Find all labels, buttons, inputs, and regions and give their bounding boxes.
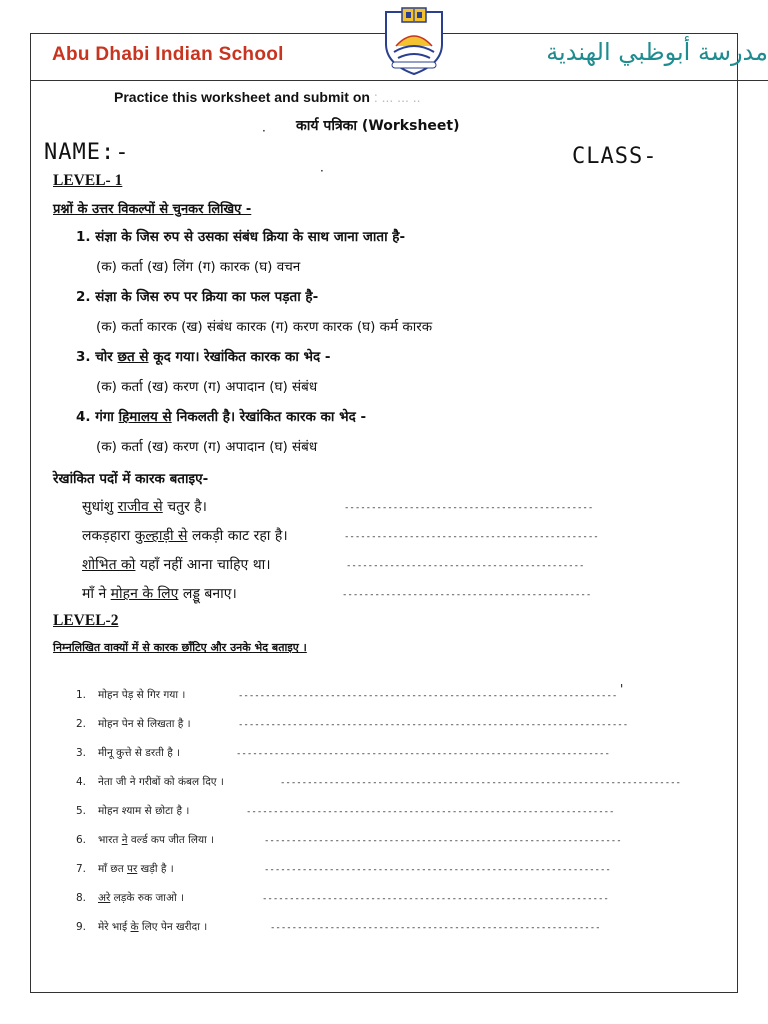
underlined-section-heading: रेखांकित पदों में कारक बताइए- (53, 471, 209, 487)
exercise-text: मीनू कुत्ते से डरती है । (98, 747, 181, 759)
exercise-number: 5. (76, 805, 87, 817)
exercise-5 (76, 804, 189, 818)
exercise-number: 8. (76, 892, 87, 904)
question-text: 1. संज्ञा के जिस रुप से उसका संबंध क्रिया के साथ जाना जाता है- (76, 229, 406, 245)
question-text: निकलती है। रेखांकित कारक का भेद - (171, 409, 367, 425)
school-name-english: Abu Dhabi Indian School (52, 44, 284, 65)
exercise-number: 7. (76, 863, 87, 875)
sentence-text: लड्डू बनाए। (178, 586, 237, 602)
answer-blank[interactable]: ---------------------------------------------------------------- (264, 865, 611, 875)
exercise-text: लड़के रुक जाओ । (110, 892, 185, 904)
class-label-handwritten: CLASS- (572, 144, 658, 169)
exercise-8 (76, 891, 184, 905)
sentence-text: माँ ने (82, 586, 111, 602)
answer-blank[interactable]: ---------------------------------------------- (344, 503, 594, 513)
header-divider (30, 80, 768, 81)
answer-blank[interactable]: ------------------------------------------------------------- (270, 923, 601, 933)
exercise-number: 3. (76, 747, 87, 759)
sentence-underlined: शोभित को (82, 557, 136, 573)
question-1 (76, 227, 405, 245)
exercise-text: नेता जी ने गरीबों को कंबल दिए । (98, 776, 224, 788)
exercise-number: 6. (76, 834, 87, 846)
answer-blank[interactable]: ------------------------------------------------------------------------ (238, 720, 629, 730)
exercise-text: मेरे भाई (98, 921, 131, 933)
sentence-text: सुधांशु (82, 499, 118, 515)
exercise-text: मोहन पेन से लिखता है । (98, 718, 191, 730)
sentence-3 (82, 555, 271, 574)
exercise-number: 9. (76, 921, 87, 933)
name-label-handwritten: NAME:- (44, 140, 130, 165)
exercise-number: 1. (76, 689, 87, 701)
question-4-options: (क) कर्ता (ख) करण (ग) अपादान (घ) संबंध (96, 439, 318, 455)
exercise-1 (76, 688, 185, 702)
exercise-underlined: पर (127, 863, 138, 875)
stray-mark: · (262, 124, 266, 138)
question-text: 2. संज्ञा के जिस रुप पर क्रिया का फल पड़ता है- (76, 289, 319, 305)
exercise-underlined: अरे (98, 892, 111, 904)
exercise-3 (76, 746, 180, 760)
exercise-text: भारत (98, 834, 122, 846)
level-2-instruction: निम्नलिखित वाक्यों में से कारक छाँटिए और उनके भेद बताइए । (53, 641, 307, 654)
answer-blank[interactable]: --------------------------------------------------------------------- (236, 749, 610, 759)
question-3 (76, 347, 331, 365)
question-underlined: हिमालय से (118, 409, 172, 425)
sentence-underlined: कुल्हाड़ी से (134, 528, 188, 544)
school-crest-logo (382, 6, 446, 76)
sentence-text: लकड़हारा (82, 528, 135, 544)
question-2-options: (क) कर्ता कारक (ख) संबंध कारक (ग) करण कारक (घ) कर्म कारक (96, 319, 433, 335)
stray-mark: · (320, 164, 324, 178)
answer-blank[interactable]: ---------------------------------------------------------------- (262, 894, 609, 904)
sentence-text: यहाँ नहीं आना चाहिए था। (135, 557, 271, 573)
question-text: 4. गंगा (76, 409, 119, 425)
school-name-arabic: مدرسة أبوظبي الهندية (546, 38, 768, 66)
exercise-7 (76, 862, 174, 876)
sentence-underlined: राजीव से (117, 499, 163, 515)
exercise-number: 4. (76, 776, 87, 788)
question-4 (76, 407, 366, 425)
exercise-4 (76, 775, 224, 789)
exercise-text: लिए पेन खरीदा । (138, 921, 208, 933)
question-1-options: (क) कर्ता (ख) लिंग (ग) कारक (घ) वचन (96, 259, 301, 275)
answer-blank[interactable]: -------------------------------------------- (346, 561, 585, 571)
exercise-text: वर्ल्ड कप जीत लिया । (127, 834, 215, 846)
exercise-text: मोहन पेड़ से गिर गया । (98, 689, 186, 701)
exercise-9 (76, 920, 207, 934)
subtitle-text: Practice this worksheet and submit on (114, 89, 370, 105)
exercise-underlined: के (130, 921, 139, 933)
exercise-6 (76, 833, 214, 847)
worksheet-instruction (114, 89, 421, 105)
answer-blank[interactable]: ------------------------------------------------------------------ (264, 836, 622, 846)
level-1-instruction: प्रश्नों के उत्तर विकल्पों से चुनकर लिखिए - (53, 202, 252, 217)
exercise-text: खड़ी है । (137, 863, 174, 875)
exercise-text: मोहन श्याम से छोटा है । (98, 805, 190, 817)
stray-mark: ' (620, 682, 624, 696)
sentence-underlined: मोहन के लिए (110, 586, 179, 602)
exercise-underlined: ने (121, 834, 128, 846)
question-text: कूद गया। रेखांकित कारक का भेद - (148, 349, 331, 365)
sentence-text: चतुर है। (162, 499, 207, 515)
answer-blank[interactable]: -------------------------------------------------------------------- (246, 807, 615, 817)
question-underlined: छत से (117, 349, 149, 365)
answer-blank[interactable]: ---------------------------------------------- (342, 590, 592, 600)
level-1-heading: LEVEL- 1 (53, 172, 123, 189)
exercise-number: 2. (76, 718, 87, 730)
answer-blank[interactable]: ---------------------------------------------------------------------- (238, 691, 618, 701)
sentence-1 (82, 497, 207, 516)
exercise-2 (76, 717, 191, 731)
sentence-4 (82, 584, 237, 603)
sentence-text: लकड़ी काट रहा है। (187, 528, 288, 544)
level-2-heading: LEVEL-2 (53, 612, 119, 629)
sentence-2 (82, 526, 288, 545)
question-text: 3. चोर (76, 349, 118, 365)
worksheet-title: कार्य पत्रिका (Worksheet) (296, 118, 460, 134)
question-3-options: (क) कर्ता (ख) करण (ग) अपादान (घ) संबंध (96, 379, 318, 395)
answer-blank[interactable]: -------------------------------------------------------------------------- (280, 778, 681, 788)
question-2 (76, 287, 318, 305)
answer-blank[interactable]: ----------------------------------------------- (344, 532, 599, 542)
exercise-text: माँ छत (98, 863, 128, 875)
submission-date-faded: : ... ... .. (373, 89, 421, 105)
